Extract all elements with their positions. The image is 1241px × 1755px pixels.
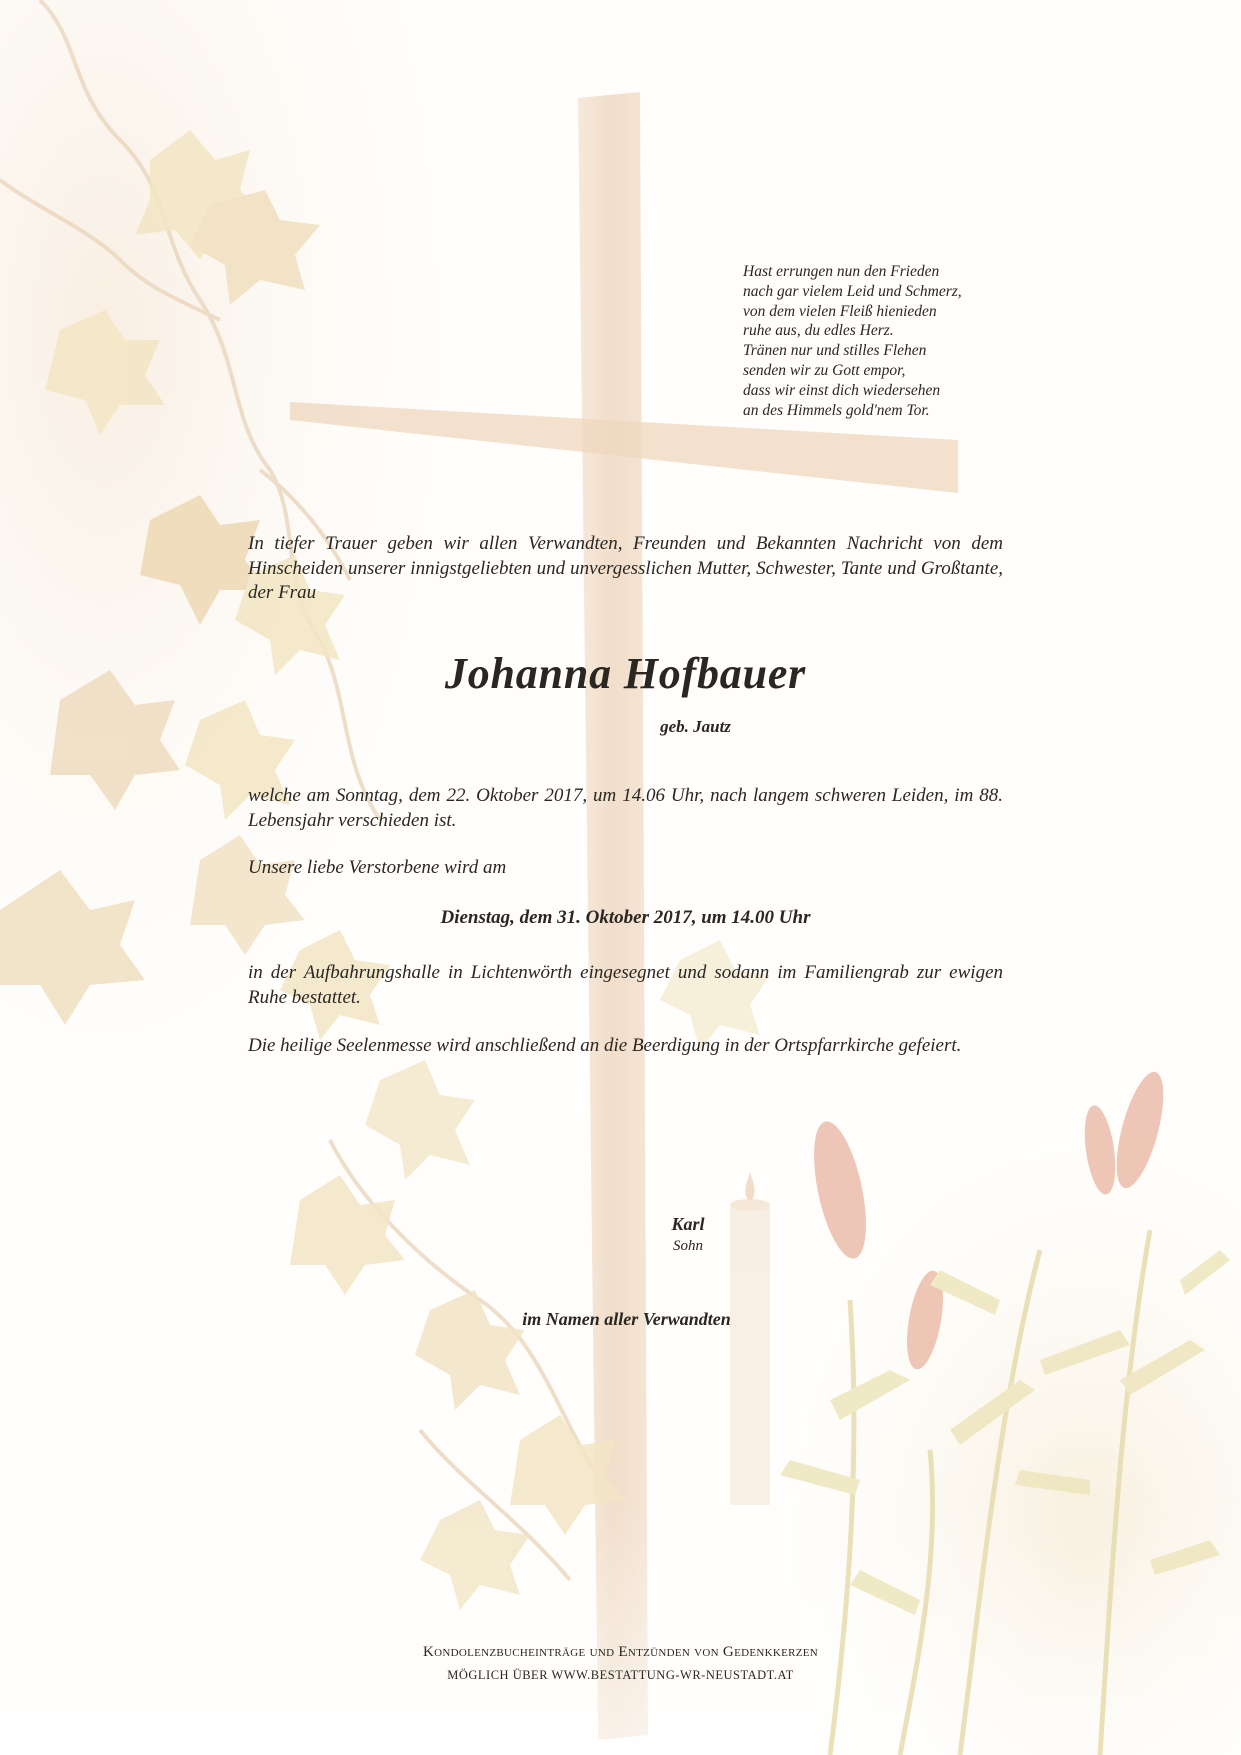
funeral-date: Dienstag, dem 31. Oktober 2017, um 14.00 Uhr	[440, 907, 811, 928]
deceased-name: Johanna Hofbauer	[444, 649, 807, 698]
mourner-relation: Sohn	[673, 1238, 703, 1254]
footer-condolence: Kondolenzbucheinträge und Entzünden von Gedenkkerzen	[422, 1644, 819, 1660]
mass-notice: Die heilige Seelenmesse wird anschließend an die Beerdigung in der Ortspfarrkirche gefeiert.	[248, 1035, 962, 1056]
poem-line: von dem vielen Fleiß hienieden	[743, 302, 937, 320]
poem-line: ruhe aus, du edles Herz.	[743, 322, 894, 340]
intro-paragraph: In tiefer Trauer geben wir allen Verwandten, Freunden und Bekannten Nachricht von dem Hinscheiden unserer innigstgeliebten und unvergesslichen Mutter, Schwester, Tante und Großtante, der Frau	[248, 533, 1003, 603]
poem-line: Hast errungen nun den Frieden	[743, 263, 940, 280]
poem-line: Tränen nur und stilles Flehen	[743, 342, 927, 360]
funeral-place: in der Aufbahrungshalle in Lichtenwörth eingesegnet und sodann im Familiengrab zur ewigen Ruhe bestattet.	[248, 962, 1003, 1008]
poem-line: senden wir zu Gott empor,	[743, 361, 906, 379]
poem-line: an des Himmels gold'nem Tor.	[743, 401, 930, 419]
footer-website: MÖGLICH ÜBER WWW.BESTATTUNG-WR-NEUSTADT.AT	[447, 1668, 794, 1682]
death-notice: welche am Sonntag, dem 22. Oktober 2017, um 14.06 Uhr, nach langem schweren Leiden, im 88. Lebensjahr verschieden ist.	[248, 785, 1003, 831]
poem-line: dass wir einst dich wiedersehen	[743, 381, 941, 399]
funeral-intro: Unsere liebe Verstorbene wird am	[248, 857, 507, 878]
birth-name: geb. Jautz	[660, 717, 731, 736]
closing-line: im Namen aller Verwandten	[522, 1309, 731, 1329]
poem	[743, 262, 1043, 420]
mourner-name: Karl	[671, 1214, 705, 1234]
poem-line: nach gar vielem Leid und Schmerz,	[743, 282, 962, 300]
